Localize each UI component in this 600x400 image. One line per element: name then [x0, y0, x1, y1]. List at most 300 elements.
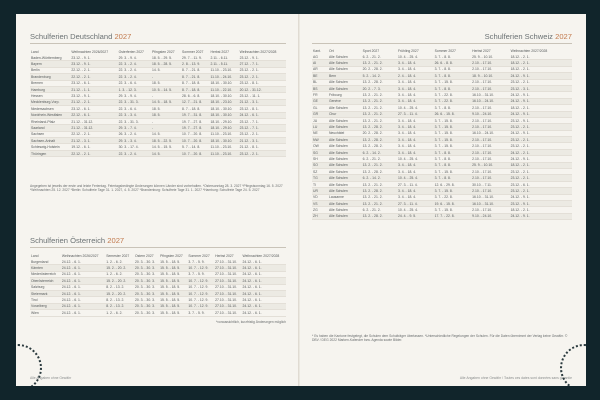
- switzerland-cell: 2.10. - 17.10.: [471, 137, 509, 143]
- germany-cell: 14. 5.: [151, 67, 181, 73]
- austria-cell: 10. 7. - 12. 9.: [187, 297, 214, 303]
- switzerland-cell: Alle Schulen: [328, 105, 362, 111]
- germany-cell: 23.12. - 7. 1.: [239, 118, 286, 124]
- switzerland-cell: 3. 7. - 8. 8.: [434, 149, 472, 155]
- switzerland-cell: 3. 7. - 15. 8.: [434, 79, 472, 85]
- austria-cell: 15. 5. - 18. 5.: [159, 265, 187, 271]
- germany-cell: 14. 5.: [151, 131, 181, 137]
- austria-table: [30, 250, 286, 317]
- switzerland-cell: 10. 4. - 25. 4.: [397, 207, 434, 213]
- switzerland-cell: 23.12. - 2. 1.: [510, 124, 572, 130]
- switzerland-cell: 2.10. - 17.10.: [471, 156, 509, 162]
- germany-col-header: Pfingsten 2027: [151, 50, 175, 55]
- switzerland-cell: 2.10. - 17.10.: [471, 117, 509, 123]
- switzerland-cell: 3. 7. - 8. 8.: [434, 162, 472, 168]
- germany-cell: 23.12. - 6. 1.: [70, 106, 117, 112]
- switzerland-cell: 2.10. - 17.10.: [471, 85, 509, 91]
- switzerland-cell: 3. 4. - 18. 4.: [397, 130, 434, 136]
- germany-cell: -: [151, 74, 181, 80]
- germany-cell: 22. 3. - 6. 4.: [118, 106, 151, 112]
- germany-cell: 22.12. - 2. 1.: [70, 131, 117, 137]
- germany-cell: 24.12. - 6. 1.: [239, 112, 286, 118]
- switzerland-cell: 3. 4. - 18. 4.: [397, 137, 434, 143]
- switzerland-cell: 17. 7. - 22. 8.: [434, 213, 472, 219]
- switzerland-cell: 2.10. - 17.10.: [471, 169, 509, 175]
- switzerland-cell: 23.12. - 6. 1.: [510, 181, 572, 187]
- germany-col-header: Sommer 2027: [182, 50, 204, 55]
- germany-cell: Niedersachsen: [30, 106, 70, 112]
- austria-cell: 20. 3. - 30. 3.: [134, 284, 159, 290]
- austria-note: *voraussichtlich, kurzfristig Änderungen möglich: [216, 320, 286, 324]
- switzerland-cell: 3. 7. - 22. 8.: [434, 92, 472, 98]
- germany-notes: Angegeben ist jeweils der erste und letzte Ferientag. Feiertagsbedingte Änderungen können Länder sind vorbehalten. *Ostersonntag 28. 3. 2027 *Pfingstsonntag 16. 5. 2027 *Weihnachten 25. 12. 2027 *Berlin: Schulfreie Tage 31. 1. 2027, 4. 5. 2027 *Brandenburg: Schulfreie Tage 31. 1. 2027 *Hamburg: Schulfreie Tage 24. 5. 2027: [30, 184, 283, 193]
- switzerland-cell: 13. 2. - 21. 2.: [362, 105, 397, 111]
- austria-cell: 15. 5. - 18. 5.: [159, 284, 187, 290]
- switzerland-cell: 27. 3. - 11. 4.: [397, 200, 434, 206]
- austria-table-row: [30, 310, 286, 316]
- switzerland-cell: 18.12. - 2. 1.: [510, 66, 572, 72]
- germany-cell: 21.12. - 31.12.: [70, 118, 117, 124]
- germany-cell: 12. 7. - 21. 8.: [181, 99, 209, 105]
- germany-cell: 19. 7. - 31. 8.: [181, 112, 209, 118]
- switzerland-cell: VS: [312, 200, 328, 206]
- germany-cell: 23.12. - 2. 1.: [239, 67, 286, 73]
- switzerland-cell: Genève: [328, 98, 362, 104]
- austria-cell: 10. 7. - 12. 9.: [187, 303, 214, 309]
- austria-cell: 24.12. - 6. 1.: [242, 290, 286, 296]
- austria-cell: 24.12. - 6. 1.: [242, 265, 286, 271]
- switzerland-col-header: Kant.: [313, 49, 321, 54]
- switzerland-cell: SH: [312, 156, 328, 162]
- germany-cell: 23.12. - 2. 1.: [239, 74, 286, 80]
- switzerland-cell: 3. 4. - 18. 4.: [397, 98, 434, 104]
- switzerland-cell: Bern: [328, 73, 362, 79]
- switzerland-cell: 25. 9. - 10.10.: [471, 54, 509, 60]
- austria-cell: Niederösterreich: [30, 271, 61, 277]
- switzerland-cell: GR: [312, 111, 328, 117]
- switzerland-cell: JU: [312, 117, 328, 123]
- switzerland-cell: 13. 2. - 28. 2.: [362, 169, 397, 175]
- germany-cell: 20.12. - 31.12.: [239, 86, 286, 92]
- germany-cell: 22. 3. - 6. 4.: [118, 80, 151, 86]
- germany-cell: 23.12. - 8. 1.: [239, 106, 286, 112]
- switzerland-cell: 2.10. - 17.10.: [471, 143, 509, 149]
- austria-cell: 27.10. - 31.10.: [214, 259, 241, 265]
- switzerland-cell: 23.12. - 9. 1.: [510, 200, 572, 206]
- germany-cell: 23.12. - 9. 1.: [70, 61, 117, 67]
- austria-cell: 20. 3. - 30. 3.: [134, 259, 159, 265]
- germany-cell: 14. 5. - 18. 5.: [151, 99, 181, 105]
- switzerland-cell: 16.10. - 24.10.: [471, 130, 509, 136]
- austria-cell: 10. 7. - 12. 9.: [187, 265, 214, 271]
- switzerland-cell: TI: [312, 181, 328, 187]
- switzerland-cell: 10. 4. - 25. 4.: [397, 175, 434, 181]
- austria-cell: 15. 5. - 18. 5.: [159, 297, 187, 303]
- germany-cell: 18.10. - 30.10.: [210, 112, 239, 118]
- austria-cell: 20. 3. - 30. 3.: [134, 297, 159, 303]
- germany-col-header: Land: [31, 50, 39, 55]
- switzerland-cell: 3. 7. - 8. 8.: [434, 85, 472, 91]
- austria-col-header: Herbst 2027: [215, 254, 234, 259]
- austria-cell: 24.12. - 6. 1.: [61, 310, 105, 316]
- switzerland-col-header: Ort: [328, 49, 334, 54]
- switzerland-cell: 24.12. - 9. 1.: [510, 130, 572, 136]
- germany-cell: -: [151, 125, 181, 131]
- austria-cell: 24.12. - 6. 1.: [61, 284, 105, 290]
- switzerland-cell: 24.12. - 9. 1.: [510, 213, 572, 219]
- austria-cell: 24.12. - 6. 1.: [61, 303, 105, 309]
- germany-cell: 22.12. - 2. 1.: [70, 74, 117, 80]
- switzerland-cell: 3. 7. - 15. 8.: [434, 169, 472, 175]
- austria-cell: 20. 3. - 30. 3.: [134, 271, 159, 277]
- germany-cell: 21.12. - 2. 1.: [70, 99, 117, 105]
- germany-cell: 18.10. - 30.10.: [210, 138, 239, 144]
- austria-cell: 20. 3. - 30. 3.: [134, 310, 159, 316]
- austria-cell: 15. 5. - 18. 5.: [159, 303, 187, 309]
- binding-dots-left: [16, 344, 42, 386]
- switzerland-cell: 18.12. - 2. 1.: [510, 54, 572, 60]
- germany-cell: 10. 7. - 20. 8.: [181, 138, 209, 144]
- switzerland-cell: BS: [312, 85, 328, 91]
- germany-cell: 2.11. - 5.11.: [210, 61, 239, 67]
- switzerland-col-header: Sommer 2027: [434, 49, 456, 54]
- austria-col-header: Ostern 2027: [134, 254, 154, 259]
- germany-cell: 21.12. - 8. 1.: [239, 144, 286, 150]
- austria-cell: 24.12. - 6. 1.: [61, 290, 105, 296]
- austria-cell: Vorarlberg: [30, 303, 61, 309]
- switzerland-cell: Neuchâtel: [328, 130, 362, 136]
- switzerland-cell: 18.12. - 2. 1.: [510, 105, 572, 111]
- austria-cell: 24.12. - 6. 1.: [61, 259, 105, 265]
- austria-cell: Salzburg: [30, 284, 61, 290]
- switzerland-cell: 2.10. - 17.10.: [471, 175, 509, 181]
- switzerland-cell: 16.10. - 31.10.: [471, 200, 509, 206]
- austria-cell: 27.10. - 31.10.: [214, 303, 241, 309]
- germany-cell: Brandenburg: [30, 74, 70, 80]
- germany-cell: 22. 3. - 2. 4.: [118, 61, 151, 67]
- germany-header-row: [30, 46, 286, 55]
- switzerland-cell: 13. 2. - 21. 2.: [362, 117, 397, 123]
- austria-cell: Tirol: [30, 297, 61, 303]
- switzerland-col-header: Frühling 2027: [397, 49, 419, 54]
- austria-cell: Oberösterreich: [30, 278, 61, 284]
- germany-cell: 14. 5.: [151, 150, 181, 156]
- switzerland-cell: 13. 2. - 28. 2.: [362, 124, 397, 130]
- germany-cell: Hessen: [30, 93, 70, 99]
- switzerland-cell: 24.12. - 9. 1.: [510, 73, 572, 79]
- germany-cell: 22.12. - 2. 1.: [70, 150, 117, 156]
- switzerland-cell: Alle Schulen: [328, 213, 362, 219]
- austria-cell: 24.12. - 6. 1.: [61, 278, 105, 284]
- austria-cell: 20. 3. - 30. 3.: [134, 290, 159, 296]
- switzerland-cell: 13. 2. - 21. 2.: [362, 111, 397, 117]
- germany-cell: Mecklenburg-Vorp.: [30, 99, 70, 105]
- germany-cell: 2. 8. - 13. 9.: [181, 61, 209, 67]
- austria-cell: 15. 2. - 20. 2.: [105, 265, 134, 271]
- switzerland-cell: Fribourg: [328, 92, 362, 98]
- germany-cell: 18.10. - 29.10.: [210, 118, 239, 124]
- germany-cell: 8. 7. - 18. 8.: [181, 106, 209, 112]
- germany-cell: 22.12. - 2. 1.: [70, 67, 117, 73]
- germany-cell: 18.10. - 30.10.: [210, 106, 239, 112]
- switzerland-cell: 2.10. - 17.10.: [471, 149, 509, 155]
- austria-cell: 27.10. - 31.10.: [214, 297, 241, 303]
- austria-cell: 8. 2. - 13. 2.: [105, 284, 134, 290]
- germany-cell: 1. 3. - 12. 3.: [118, 86, 151, 92]
- switzerland-rule: [312, 43, 572, 44]
- switzerland-cell: Alle Schulen: [328, 156, 362, 162]
- germany-cell: 21.12. - 3. 1.: [239, 99, 286, 105]
- germany-cell: Saarland: [30, 125, 70, 131]
- germany-cell: 29. 3. - 9. 4.: [118, 93, 151, 99]
- austria-cell: 20. 3. - 30. 3.: [134, 278, 159, 284]
- germany-col-header: Osterferien 2027: [118, 50, 144, 55]
- switzerland-cell: 26. 6. - 8. 8.: [434, 60, 472, 66]
- switzerland-cell: UR: [312, 188, 328, 194]
- switzerland-cell: 3. 7. - 15. 8.: [434, 130, 472, 136]
- germany-cell: 11.10. - 23.10.: [210, 144, 239, 150]
- switzerland-cell: 10. 4. - 25. 4.: [397, 54, 434, 60]
- germany-cell: 10. 7. - 20. 8.: [181, 150, 209, 156]
- switzerland-notes: * Es haben die Kantone festgelegt, die Schulen dem Schulträger überlassen. *Unterschiedliche Regelungen der Schulen. Für die Daten übernimmt der Verlag keine Gewähr. © DBV / DEG 2022 Marken-Kalender bzw. Agenda sowie Bilder.: [312, 334, 568, 343]
- switzerland-cell: 27. 3. - 11. 4.: [397, 111, 434, 117]
- germany-cell: Rheinland-Pfalz: [30, 118, 70, 124]
- austria-col-header: Sommer 2027: [188, 254, 210, 259]
- germany-cell: Thüringen: [30, 150, 70, 156]
- germany-cell: 29. 3. - 9. 4.: [118, 55, 151, 61]
- germany-title-text: Schulferien Deutschland: [30, 32, 113, 41]
- switzerland-cell: 3. 7. - 15. 8.: [434, 143, 472, 149]
- switzerland-cell: 2.10. - 17.10.: [471, 188, 509, 194]
- switzerland-cell: Alle Schulen: [328, 54, 362, 60]
- switzerland-cell: 23.12. - 9. 1.: [510, 117, 572, 123]
- switzerland-cell: 23.12. - 2. 1.: [510, 137, 572, 143]
- switzerland-cell: 6. 2. - 21. 2.: [362, 54, 397, 60]
- switzerland-cell: 24. 4. - 9. 5.: [397, 213, 434, 219]
- austria-cell: 15. 2. - 20. 2.: [105, 278, 134, 284]
- switzerland-cell: SG: [312, 149, 328, 155]
- switzerland-cell: 3. 7. - 15. 8.: [434, 188, 472, 194]
- austria-cell: 15. 5. - 18. 5.: [159, 278, 187, 284]
- germany-cell: 23.12. - 8. 1.: [239, 80, 286, 86]
- germany-cell: 22.12. - 6. 1.: [70, 112, 117, 118]
- switzerland-cell: 3. 7. - 8. 8.: [434, 175, 472, 181]
- germany-cell: 18.10. - 23.10.: [210, 99, 239, 105]
- switzerland-cell: 3. 4. - 18. 4.: [397, 169, 434, 175]
- germany-cell: 18. 5.: [151, 80, 181, 86]
- switzerland-cell: 10. 4. - 25. 4.: [397, 156, 434, 162]
- switzerland-cell: AR: [312, 66, 328, 72]
- switzerland-cell: 13. 2. - 21. 2.: [362, 98, 397, 104]
- switzerland-cell: BL: [312, 79, 328, 85]
- footer-left: Alle Angaben ohne Gewähr: [30, 376, 72, 380]
- switzerland-cell: 6. 2. - 21. 2.: [362, 156, 397, 162]
- germany-col-header: Weihnachten 2027/2028: [239, 50, 277, 55]
- germany-cell: 22. 3. - 2. 4.: [118, 150, 151, 156]
- germany-cell: Schleswig-Holstein: [30, 144, 70, 150]
- germany-table-row: [30, 150, 286, 156]
- switzerland-cell: 3. 4. - 18. 4.: [397, 162, 434, 168]
- switzerland-cell: Alle Schulen: [328, 162, 362, 168]
- switzerland-cell: 3. 7. - 8. 8.: [434, 66, 472, 72]
- austria-year: 2027: [107, 236, 125, 245]
- switzerland-cell: OW: [312, 143, 328, 149]
- switzerland-cell: 19. 6. - 15. 8.: [434, 200, 472, 206]
- switzerland-cell: 2. 4. - 18. 4.: [397, 73, 434, 79]
- switzerland-col-header: Weihnachten 2027/2028: [510, 49, 548, 54]
- switzerland-cell: TG: [312, 175, 328, 181]
- germany-cell: 2.11. - 6.11.: [210, 55, 239, 61]
- switzerland-cell: Alle Schulen: [328, 117, 362, 123]
- austria-cell: 24.12. - 6. 1.: [61, 297, 105, 303]
- austria-col-header: Pfingsten 2027: [160, 254, 183, 259]
- switzerland-cell: 2.10. - 17.10.: [471, 66, 509, 72]
- austria-cell: 24.12. - 6. 1.: [61, 265, 105, 271]
- austria-cell: 1. 2. - 6. 2.: [105, 310, 134, 316]
- switzerland-cell: 3. 7. - 15. 8.: [434, 137, 472, 143]
- switzerland-cell: 16.10. - 31.10.: [471, 194, 509, 200]
- switzerland-cell: 3. 4. - 18. 4.: [397, 92, 434, 98]
- switzerland-cell: Alle Schulen: [328, 175, 362, 181]
- switzerland-cell: Alle Schulen: [328, 188, 362, 194]
- right-page: [300, 14, 586, 386]
- germany-cell: 30. 3. - 17. 4.: [118, 144, 151, 150]
- switzerland-cell: ZG: [312, 207, 328, 213]
- binding-dots-right: [560, 344, 586, 386]
- austria-cell: Kärnten: [30, 265, 61, 271]
- germany-cell: 22. 3. - 2. 4.: [118, 74, 151, 80]
- switzerland-cell: SZ: [312, 169, 328, 175]
- germany-cell: 21.12. - 3. 1.: [239, 138, 286, 144]
- switzerland-cell: 26. 6. - 15. 8.: [434, 111, 472, 117]
- switzerland-table-row: [312, 213, 572, 219]
- switzerland-cell: FR: [312, 92, 328, 98]
- germany-title: [30, 32, 131, 41]
- germany-cell: 22. 3. - 2. 4.: [118, 67, 151, 73]
- germany-cell: 11.10. - 23.10.: [210, 67, 239, 73]
- switzerland-cell: Alle Schulen: [328, 60, 362, 66]
- austria-cell: 15. 5. - 18. 5.: [159, 259, 187, 265]
- germany-cell: 23.12. - 9. 1.: [70, 55, 117, 61]
- germany-cell: 19. 7. - 27. 8.: [181, 125, 209, 131]
- germany-cell: 22. 3. - 31. 3.: [118, 118, 151, 124]
- austria-col-header: Semester 2027: [106, 254, 130, 259]
- germany-table: [30, 46, 286, 157]
- switzerland-cell: 2.10. - 17.10.: [471, 60, 509, 66]
- switzerland-cell: 6. 2. - 14. 2.: [362, 175, 397, 181]
- germany-cell: 19.12. - 6. 1.: [70, 144, 117, 150]
- switzerland-cell: 23.12. - 3. 1.: [510, 85, 572, 91]
- austria-cell: 24.12. - 6. 1.: [242, 278, 286, 284]
- austria-cell: 27.10. - 31.10.: [214, 265, 241, 271]
- switzerland-cell: 10. 4. - 25. 4.: [397, 105, 434, 111]
- switzerland-col-header: Sport 2027: [362, 49, 380, 54]
- austria-cell: 3. 7. - 5. 9.: [187, 310, 214, 316]
- germany-col-header: Weihnachten 2026/2027: [71, 50, 109, 55]
- switzerland-cell: 3. 4. - 18. 4.: [397, 79, 434, 85]
- germany-cell: Sachsen: [30, 131, 70, 137]
- germany-cell: -: [151, 118, 181, 124]
- austria-cell: Burgenland: [30, 259, 61, 265]
- austria-cell: 24.12. - 6. 1.: [242, 271, 286, 277]
- germany-cell: 8. 7. - 18. 8.: [181, 80, 209, 86]
- germany-cell: 23.12. - 11. 1.: [239, 93, 286, 99]
- austria-cell: 10. 7. - 12. 9.: [187, 290, 214, 296]
- switzerland-cell: 13. 2. - 28. 2.: [362, 137, 397, 143]
- switzerland-cell: 3. 4. - 18. 4.: [397, 124, 434, 130]
- germany-cell: 21.12. - 3. 1.: [70, 138, 117, 144]
- switzerland-cell: 13. 2. - 21. 2.: [362, 181, 397, 187]
- switzerland-cell: 3. 4. - 18. 4.: [397, 85, 434, 91]
- switzerland-cell: SO: [312, 162, 328, 168]
- germany-year: 2027: [114, 32, 132, 41]
- germany-cell: 8. 7. - 21. 8.: [181, 74, 209, 80]
- austria-cell: 8. 2. - 13. 2.: [105, 303, 134, 309]
- austria-col-header: Weihnachten 2026/2027: [61, 254, 99, 259]
- switzerland-cell: 6. 2. - 14. 2.: [362, 149, 397, 155]
- germany-cell: 10. 5. - 14. 5.: [151, 86, 181, 92]
- germany-cell: Berlin: [30, 67, 70, 73]
- switzerland-cell: 3. 4. - 18. 4.: [397, 149, 434, 155]
- austria-cell: 10. 7. - 12. 9.: [187, 278, 214, 284]
- switzerland-cell: Alle Schulen: [328, 207, 362, 213]
- switzerland-cell: Alle Schulen: [328, 79, 362, 85]
- switzerland-cell: 20. 2. - 28. 2.: [362, 66, 397, 72]
- austria-cell: 24.12. - 6. 1.: [242, 297, 286, 303]
- switzerland-cell: 5. 2. - 14. 2.: [362, 73, 397, 79]
- germany-cell: 18. 5. - 28. 5.: [151, 61, 181, 67]
- germany-cell: 29. 3. - 3. 4.: [118, 138, 151, 144]
- germany-cell: Bremen: [30, 80, 70, 86]
- switzerland-cell: GL: [312, 105, 328, 111]
- switzerland-cell: Alle Schulen: [328, 143, 362, 149]
- austria-col-header: Weihnachten 2027/2028: [242, 254, 280, 259]
- switzerland-title: [485, 32, 572, 41]
- switzerland-cell: 3. 4. - 18. 4.: [397, 117, 434, 123]
- switzerland-cell: 16.10. - 31.10.: [471, 92, 509, 98]
- switzerland-cell: 6. 2. - 21. 2.: [362, 207, 397, 213]
- switzerland-cell: 3. 4. - 18. 4.: [397, 188, 434, 194]
- germany-cell: 8. 7. - 18. 8.: [181, 86, 209, 92]
- austria-cell: 8. 2. - 13. 2.: [105, 297, 134, 303]
- austria-cell: 27.10. - 31.10.: [214, 278, 241, 284]
- switzerland-cell: 3. 4. - 18. 4.: [397, 143, 434, 149]
- germany-cell: Sachsen-Anhalt: [30, 138, 70, 144]
- germany-cell: 21.12. - 1. 1.: [70, 86, 117, 92]
- austria-cell: 24.12. - 6. 1.: [242, 310, 286, 316]
- germany-cell: 18.10. - 29.10.: [210, 125, 239, 131]
- switzerland-cell: NW: [312, 137, 328, 143]
- austria-cell: 27.10. - 31.10.: [214, 284, 241, 290]
- switzerland-cell: Lausanne: [328, 194, 362, 200]
- switzerland-cell: Alle Schulen: [328, 181, 362, 187]
- germany-cell: 22. 3. - 31. 3.: [118, 99, 151, 105]
- germany-cell: 27.12. - 7. 1.: [239, 61, 286, 67]
- austria-cell: Steiermark: [30, 290, 61, 296]
- switzerland-cell: 24.12. - 9. 1.: [510, 111, 572, 117]
- switzerland-cell: Alle Schulen: [328, 124, 362, 130]
- germany-cell: 26. 3. - 2. 4.: [118, 131, 151, 137]
- switzerland-title-text: Schulferien Schweiz: [484, 32, 553, 41]
- switzerland-cell: 24.12. - 9. 1.: [510, 194, 572, 200]
- switzerland-cell: 18. 9. - 10.10.: [471, 73, 509, 79]
- switzerland-cell: 9.10. - 24.10.: [471, 213, 509, 219]
- austria-rule: [30, 247, 286, 248]
- austria-cell: 1. 2. - 6. 2.: [105, 259, 134, 265]
- austria-cell: 15. 5. - 18. 5.: [159, 290, 187, 296]
- germany-cell: 22. 3. - 3. 4.: [118, 112, 151, 118]
- switzerland-cell: Alle Schulen: [328, 66, 362, 72]
